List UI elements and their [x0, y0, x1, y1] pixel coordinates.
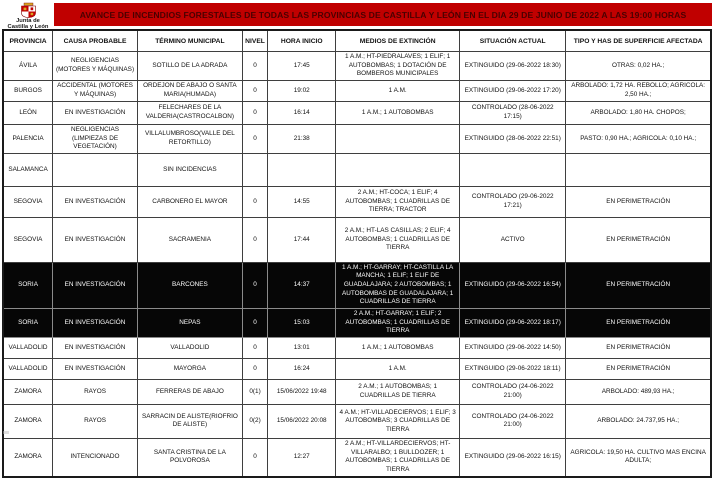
- tipo-superficie-cell: EN PERIMETRACIÓN: [566, 262, 711, 308]
- report-header: [0, 0, 714, 29]
- termino-cell: ORDEJON DE ABAJO O SANTA MARIA(HUMADA): [138, 80, 243, 101]
- situacion-cell: EXTINGUIDO (29-06-2022 18:11): [460, 358, 566, 379]
- causa-cell: EN INVESTIGACIÓN: [53, 309, 138, 338]
- header-tipo-superficie: TIPO Y HAS DE SUPERFICIE AFECTADA: [566, 30, 711, 52]
- provincia-cell: ZAMORA: [3, 438, 53, 476]
- nivel-cell: 0: [242, 262, 267, 308]
- junta-logo: [2, 2, 54, 31]
- causa-cell: EN INVESTIGACIÓN: [53, 262, 138, 308]
- provincia-cell: ÁVILA: [3, 52, 53, 81]
- nivel-cell: 0: [242, 309, 267, 338]
- tipo-superficie-cell: ARBOLADO: 1,72 HA. REBOLLO; AGRICOLA: 2,50 HA.;: [566, 80, 711, 101]
- situacion-cell: CONTROLADO (29-06-2022 17:21): [460, 186, 566, 217]
- provincia-cell: SALAMANCA: [3, 153, 53, 186]
- situacion-cell: EXTINGUIDO (28-06-2022 22:51): [460, 124, 566, 153]
- tipo-superficie-cell: EN PERIMETRACIÓN: [566, 186, 711, 217]
- causa-cell: EN INVESTIGACIÓN: [53, 186, 138, 217]
- nivel-cell: 0: [242, 186, 267, 217]
- hora-inicio-cell: 21:38: [268, 124, 336, 153]
- tipo-superficie-cell: EN PERIMETRACIÓN: [566, 217, 711, 262]
- situacion-cell: EXTINGUIDO (29-06-2022 16:15): [460, 438, 566, 476]
- causa-cell: RAYOS: [53, 379, 138, 404]
- table-row: [3, 186, 711, 217]
- hora-inicio-cell: 15/06/2022 20:08: [268, 404, 336, 438]
- hora-inicio-cell: 12:27: [268, 438, 336, 476]
- provincia-cell: ZAMORA: [3, 379, 53, 404]
- tipo-superficie-cell: EN PERIMETRACIÓN: [566, 358, 711, 379]
- tipo-superficie-cell: [566, 153, 711, 186]
- hora-inicio-cell: 17:45: [268, 52, 336, 81]
- header-causa-probable: CAUSA PROBABLE: [53, 30, 138, 52]
- page-title: AVANCE DE INCENDIOS FORESTALES DE TODAS LAS PROVINCIAS DE CASTILLA Y LEÓN EN EL DIA 29 DE JUNIO DE 2022 A LAS 19:00 HORAS: [79, 9, 687, 20]
- tipo-superficie-cell: EN PERIMETRACIÓN: [566, 309, 711, 338]
- medios-cell: 2 A.M.; HT-COCA; 1 ELIF; 4 AUTOBOMBAS; 1 CUADRILLAS DE TIERRA; TRACTOR: [336, 186, 460, 217]
- table-row: [3, 309, 711, 338]
- incidents-table: [2, 29, 712, 478]
- termino-cell: FERRERAS DE ABAJO: [138, 379, 243, 404]
- medios-cell: 2 A.M.; HT-VILLARDECIERVOS; HT-VILLARALBO; 1 BULLDOZER; 1 AUTOBOMBAS; 1 CUADRILLAS DE TIERRA: [336, 438, 460, 476]
- tipo-superficie-cell: ARBOLADO: 24.737,95 HA.;: [566, 404, 711, 438]
- nivel-cell: 0: [242, 101, 267, 124]
- hora-inicio-cell: 14:55: [268, 186, 336, 217]
- junta-logo-line1: Junta de: [16, 18, 40, 24]
- nivel-cell: 0: [242, 52, 267, 81]
- nivel-cell: 0: [242, 438, 267, 476]
- provincia-cell: SORIA: [3, 309, 53, 338]
- hora-inicio-cell: 13:01: [268, 337, 336, 358]
- causa-cell: EN INVESTIGACIÓN: [53, 337, 138, 358]
- hora-inicio-cell: 16:14: [268, 101, 336, 124]
- table-row: [3, 358, 711, 379]
- table-row: [3, 217, 711, 262]
- table-row: [3, 124, 711, 153]
- nivel-cell: 0(1): [242, 379, 267, 404]
- medios-cell: 1 A.M.; 1 AUTOBOMBAS: [336, 101, 460, 124]
- junta-logo-text: [8, 18, 49, 31]
- situacion-cell: ACTIVO: [460, 217, 566, 262]
- table-row: [3, 262, 711, 308]
- junta-logo-line2: Castilla y León: [7, 24, 49, 31]
- provincia-cell: SORIA: [3, 262, 53, 308]
- nivel-cell: 0(2): [242, 404, 267, 438]
- medios-cell: [336, 153, 460, 186]
- header-termino-municipal: TÉRMINO MUNICIPAL: [138, 30, 243, 52]
- table-header-row: [3, 30, 711, 52]
- situacion-cell: CONTROLADO (28-06-2022 17:15): [460, 101, 566, 124]
- termino-cell: MAYORGA: [138, 358, 243, 379]
- causa-cell: EN INVESTIGACIÓN: [53, 101, 138, 124]
- causa-cell: RAYOS: [53, 404, 138, 438]
- table-row: [3, 101, 711, 124]
- causa-cell: NEGLIGENCIAS (LIMPIEZAS DE VEGETACIÓN): [53, 124, 138, 153]
- provincia-cell: VALLADOLID: [3, 358, 53, 379]
- termino-cell: SARRACIN DE ALISTE(RIOFRIO DE ALISTE): [138, 404, 243, 438]
- medios-cell: 2 A.M.; HT-LAS CASILLAS; 2 ELIF; 4 AUTOBOMBAS; 1 CUADRILLAS DE TIERRA: [336, 217, 460, 262]
- medios-cell: 1 A.M.; HT-PIEDRALAVES; 1 ELIF; 1 AUTOBOMBAS; 1 DOTACIÓN DE BOMBEROS MUNICIPALES: [336, 52, 460, 81]
- medios-cell: 2 A.M.; 1 AUTOBOMBAS; 1 CUADRILLAS DE TIERRA: [336, 379, 460, 404]
- table-body: [3, 52, 711, 477]
- header-medios-extincion: MEDIOS DE EXTINCIÓN: [336, 30, 460, 52]
- termino-cell: FELECHARES DE LA VALDERIA(CASTROCALBON): [138, 101, 243, 124]
- table-row: [3, 337, 711, 358]
- table-row: [3, 438, 711, 476]
- situacion-cell: EXTINGUIDO (29-06-2022 17:20): [460, 80, 566, 101]
- hora-inicio-cell: 15/06/2022 19:48: [268, 379, 336, 404]
- table-row: [3, 80, 711, 101]
- medios-cell: 1 A.M.: [336, 80, 460, 101]
- header-hora-inicio: HORA INICIO: [268, 30, 336, 52]
- situacion-cell: EXTINGUIDO (29-06-2022 16:54): [460, 262, 566, 308]
- header-situacion-actual: SITUACIÓN ACTUAL: [460, 30, 566, 52]
- termino-cell: NEPAS: [138, 309, 243, 338]
- situacion-cell: EXTINGUIDO (29-06-2022 18:30): [460, 52, 566, 81]
- medios-cell: 1 A.M.: [336, 358, 460, 379]
- tipo-superficie-cell: PASTO: 0,90 HA.; AGRICOLA: 0,10 HA.;: [566, 124, 711, 153]
- causa-cell: INTENCIONADO: [53, 438, 138, 476]
- nivel-cell: 0: [242, 217, 267, 262]
- hora-inicio-cell: 14:37: [268, 262, 336, 308]
- causa-cell: EN INVESTIGACIÓN: [53, 358, 138, 379]
- causa-cell: ACCIDENTAL (MOTORES Y MÁQUINAS): [53, 80, 138, 101]
- nivel-cell: 0: [242, 358, 267, 379]
- medios-cell: 1 A.M.; 1 AUTOBOMBAS: [336, 337, 460, 358]
- nivel-cell: [242, 153, 267, 186]
- provincia-cell: PALENCIA: [3, 124, 53, 153]
- situacion-cell: CONTROLADO (24-06-2022 21:00): [460, 404, 566, 438]
- tipo-superficie-cell: OTRAS: 0,02 HA.;: [566, 52, 711, 81]
- header-nivel: NIVEL: [242, 30, 267, 52]
- hora-inicio-cell: 15:03: [268, 309, 336, 338]
- nivel-cell: 0: [242, 80, 267, 101]
- medios-cell: 4 A.M.; HT-VILLADECIERVOS; 1 ELIF; 3 AUTOBOMBAS; 3 CUADRILLAS DE TIERRA: [336, 404, 460, 438]
- nivel-cell: 0: [242, 337, 267, 358]
- hora-inicio-cell: 19:02: [268, 80, 336, 101]
- situacion-cell: CONTROLADO (24-06-2022 21:00): [460, 379, 566, 404]
- table-row: [3, 153, 711, 186]
- termino-cell: VILLALUMBROSO(VALLE DEL RETORTILLO): [138, 124, 243, 153]
- provincia-cell: SEGOVIA: [3, 186, 53, 217]
- hora-inicio-cell: [268, 153, 336, 186]
- tipo-superficie-cell: AGRICOLA: 19,50 HA. CULTIVO MAS ENCINA ADULTA;: [566, 438, 711, 476]
- nivel-cell: 0: [242, 124, 267, 153]
- termino-cell: CARBONERO EL MAYOR: [138, 186, 243, 217]
- provincia-cell: SEGOVIA: [3, 217, 53, 262]
- termino-cell: SOTILLO DE LA ADRADA: [138, 52, 243, 81]
- situacion-cell: [460, 153, 566, 186]
- hora-inicio-cell: 17:44: [268, 217, 336, 262]
- page-artifact-mark: [3, 431, 9, 434]
- situacion-cell: EXTINGUIDO (29-06-2022 18:17): [460, 309, 566, 338]
- table-row: [3, 52, 711, 81]
- causa-cell: NEGLIGENCIAS (MOTORES Y MÁQUINAS): [53, 52, 138, 81]
- termino-cell: VALLADOLID: [138, 337, 243, 358]
- title-bar: [54, 3, 712, 26]
- provincia-cell: BURGOS: [3, 80, 53, 101]
- medios-cell: [336, 124, 460, 153]
- provincia-cell: ZAMORA: [3, 404, 53, 438]
- table-row: [3, 404, 711, 438]
- causa-cell: [53, 153, 138, 186]
- tipo-superficie-cell: ARBOLADO: 1,80 HA. CHOPOS;: [566, 101, 711, 124]
- termino-cell: SANTA CRISTINA DE LA POLVOROSA: [138, 438, 243, 476]
- medios-cell: 2 A.M.; HT-GARRAY; 1 ELIF; 2 AUTOBOMBAS; 1 CUADRILLAS DE TIERRA: [336, 309, 460, 338]
- tipo-superficie-cell: EN PERIMETRACIÓN: [566, 337, 711, 358]
- table-row: [3, 379, 711, 404]
- medios-cell: 1 A.M.; HT-GARRAY; HT-CASTILLA LA MANCHA; 1 ELIF; 1 ELIF DE GUADALAJARA; 2 AUTOBOMBAS; 1 AUTOBOMBAS DE GUADALAJARA; 1 CUADRILLAS DE TIERRA: [336, 262, 460, 308]
- provincia-cell: LEÓN: [3, 101, 53, 124]
- termino-cell: BARCONES: [138, 262, 243, 308]
- tipo-superficie-cell: ARBOLADO: 489,93 HA.;: [566, 379, 711, 404]
- causa-cell: EN INVESTIGACIÓN: [53, 217, 138, 262]
- termino-cell: SIN INCIDENCIAS: [138, 153, 243, 186]
- situacion-cell: EXTINGUIDO (29-06-2022 14:50): [460, 337, 566, 358]
- termino-cell: SACRAMENIA: [138, 217, 243, 262]
- junta-crest-icon: [20, 3, 37, 18]
- header-provincia: PROVINCIA: [3, 30, 53, 52]
- provincia-cell: VALLADOLID: [3, 337, 53, 358]
- hora-inicio-cell: 16:24: [268, 358, 336, 379]
